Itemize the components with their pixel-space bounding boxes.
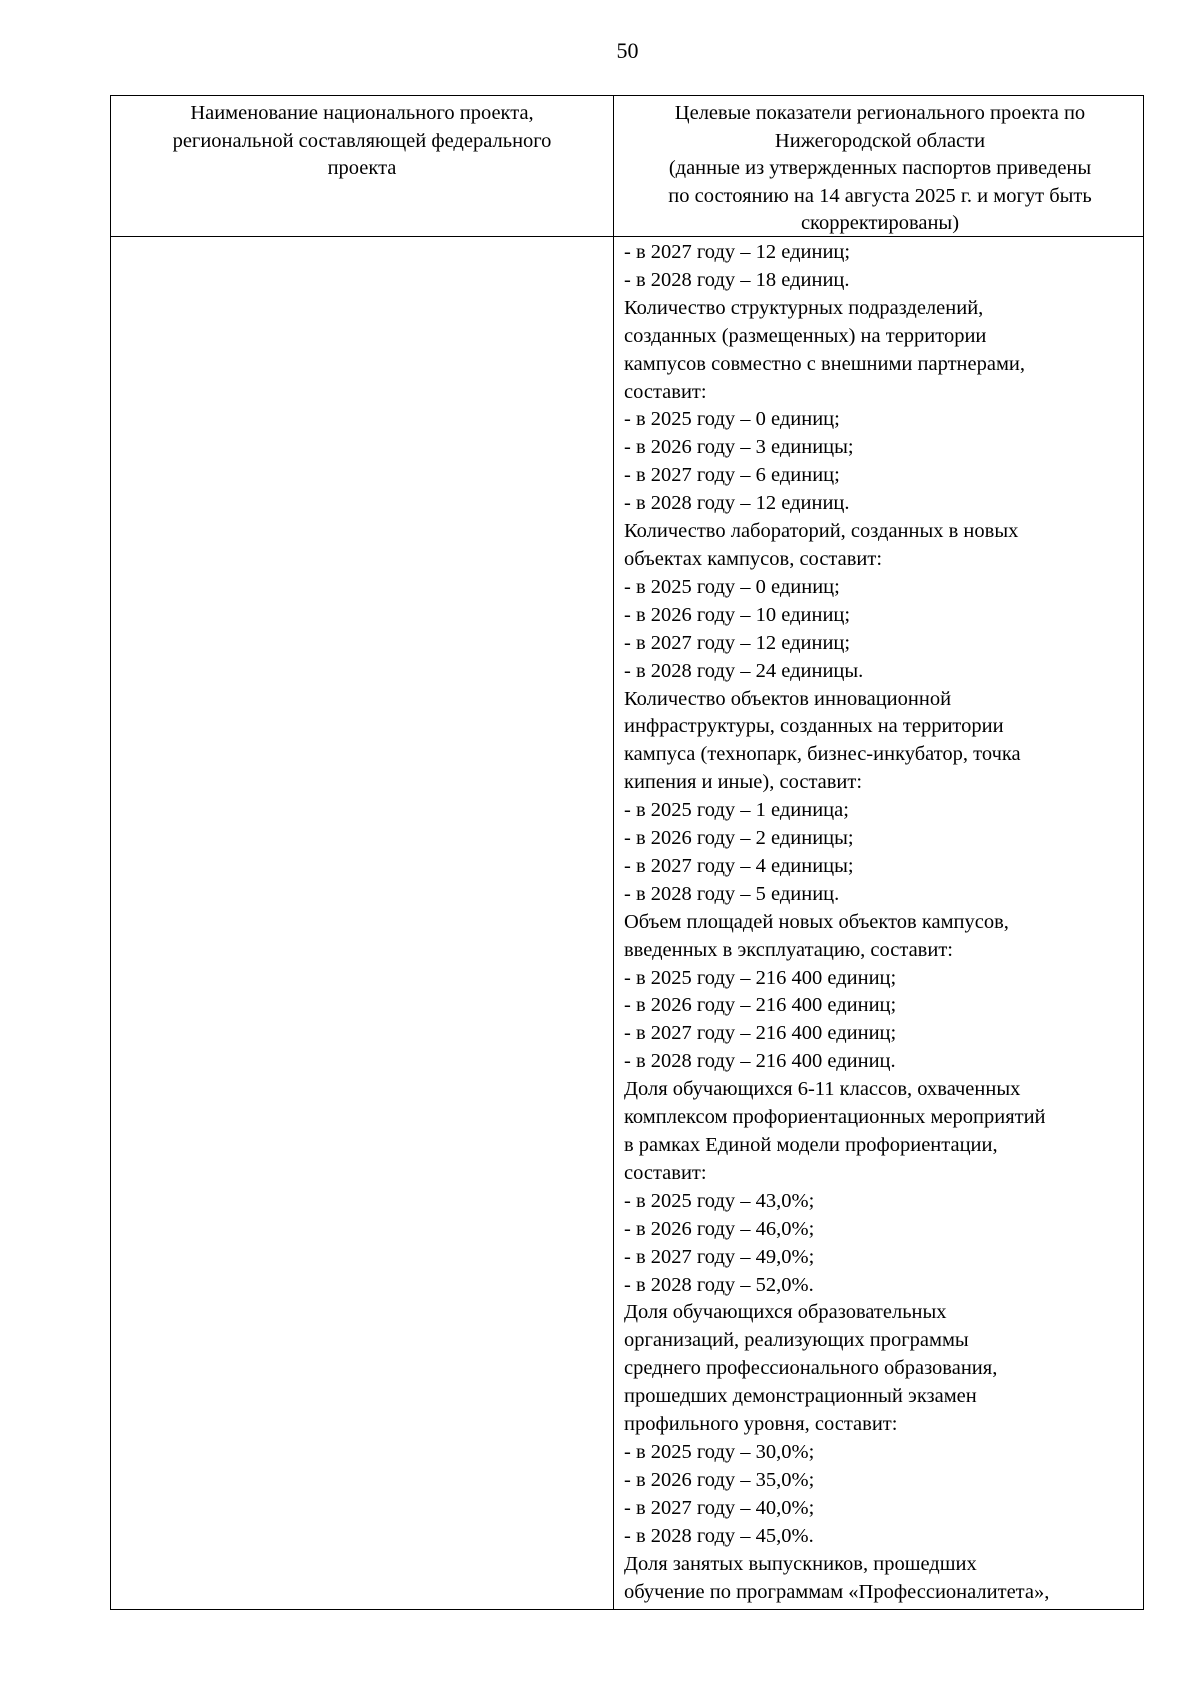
indicator-line: - в 2026 году – 216 400 единиц; (624, 994, 897, 1017)
indicator-line: Доля занятых выпускников, прошедших (624, 1552, 977, 1575)
page-number: 50 (616, 38, 639, 63)
indicator-line: - в 2025 году – 0 единиц; (624, 575, 840, 598)
indicator-line: инфраструктуры, созданных на территории (624, 715, 1004, 738)
indicator-line: Доля обучающихся образовательных (624, 1301, 947, 1324)
indicator-line: профильного уровня, составит: (624, 1413, 898, 1436)
indicator-line: организаций, реализующих программы (624, 1329, 969, 1352)
indicator-line: Количество лабораторий, созданных в новых (624, 520, 1019, 543)
indicator-line: Количество объектов инновационной (624, 687, 952, 710)
indicator-line: - в 2026 году – 46,0%; (624, 1217, 815, 1240)
indicator-line: - в 2026 году – 3 единицы; (624, 436, 854, 459)
indicator-line: - в 2027 году – 4 единицы; (624, 854, 854, 877)
indicator-line: созданных (размещенных) на территории (624, 324, 987, 347)
indicator-line: - в 2028 году – 12 единиц. (624, 492, 850, 515)
body-indicators-cell (624, 239, 1139, 1606)
header-line: (данные из утвержденных паспортов приведены (668, 157, 1092, 179)
indicator-line: в рамках Единой модели профориентации, (624, 1134, 998, 1156)
indicator-line: - в 2027 году – 40,0%; (624, 1496, 815, 1519)
indicator-line: - в 2027 году – 6 единиц; (624, 464, 840, 487)
header-line: Наименование национального проекта, (190, 102, 534, 124)
indicator-line: - в 2027 году – 216 400 единиц; (624, 1022, 897, 1045)
indicator-line: обучение по программам «Профессионалитета», (624, 1580, 1050, 1603)
indicator-line: - в 2026 году – 2 единицы; (624, 827, 854, 850)
indicator-line: кампуса (технопарк, бизнес-инкубатор, точка (624, 743, 1021, 766)
indicator-line: - в 2025 году – 43,0%; (624, 1189, 815, 1212)
indicator-line: введенных в эксплуатацию, составит: (624, 938, 953, 961)
indicator-line: кампусов совместно с внешними партнерами, (624, 352, 1026, 375)
indicator-line: среднего профессионального образования, (624, 1357, 998, 1380)
indicator-line: - в 2027 году – 12 единиц; (624, 631, 851, 654)
indicator-line: - в 2028 году – 5 единиц. (624, 882, 840, 905)
indicator-line: - в 2027 году – 49,0%; (624, 1245, 815, 1268)
indicator-line: составит: (624, 1161, 707, 1184)
header-line: Целевые показатели регионального проекта по (674, 102, 1086, 124)
header-line: скорректированы) (800, 212, 960, 234)
header-project-name (119, 100, 605, 183)
indicator-line: - в 2025 году – 216 400 единиц; (624, 966, 897, 989)
header-line: проекта (327, 157, 397, 179)
indicator-line: прошедших демонстрационный экзамен (624, 1385, 977, 1408)
indicator-line: - в 2028 году – 18 единиц. (624, 268, 850, 291)
indicator-line: - в 2027 году – 12 единиц; (624, 241, 851, 263)
indicator-line: Объем площадей новых объектов кампусов, (624, 910, 1009, 933)
header-line: региональной составляющей федерального (172, 129, 552, 152)
indicator-line: - в 2028 году – 52,0%. (624, 1273, 814, 1296)
indicator-line: составит: (624, 380, 707, 403)
header-line: Нижегородской области (774, 129, 986, 152)
indicator-line: - в 2028 году – 24 единицы. (624, 659, 864, 682)
column-divider (613, 96, 614, 1609)
indicator-line: - в 2025 году – 30,0%; (624, 1440, 815, 1463)
indicator-line: Количество структурных подразделений, (624, 296, 984, 319)
indicator-line: Доля обучающихся 6-11 классов, охваченных (624, 1078, 1021, 1101)
indicator-line: - в 2028 году – 45,0%. (624, 1524, 814, 1547)
indicator-line: - в 2025 году – 0 единиц; (624, 408, 840, 431)
indicators-table (110, 95, 1144, 1610)
header-line: по состоянию на 14 августа 2025 г. и могут быть (668, 184, 1092, 207)
header-target-indicators (617, 100, 1143, 238)
indicator-line: - в 2025 году – 1 единица; (624, 799, 849, 822)
indicator-line: - в 2028 году – 216 400 единиц. (624, 1050, 896, 1073)
indicator-line: - в 2026 году – 35,0%; (624, 1468, 815, 1491)
indicator-line: объектах кампусов, составит: (624, 547, 883, 570)
indicator-line: - в 2026 году – 10 единиц; (624, 603, 851, 626)
indicator-line: комплексом профориентационных мероприятий (624, 1106, 1046, 1129)
indicator-line: кипения и иные), составит: (624, 771, 863, 794)
